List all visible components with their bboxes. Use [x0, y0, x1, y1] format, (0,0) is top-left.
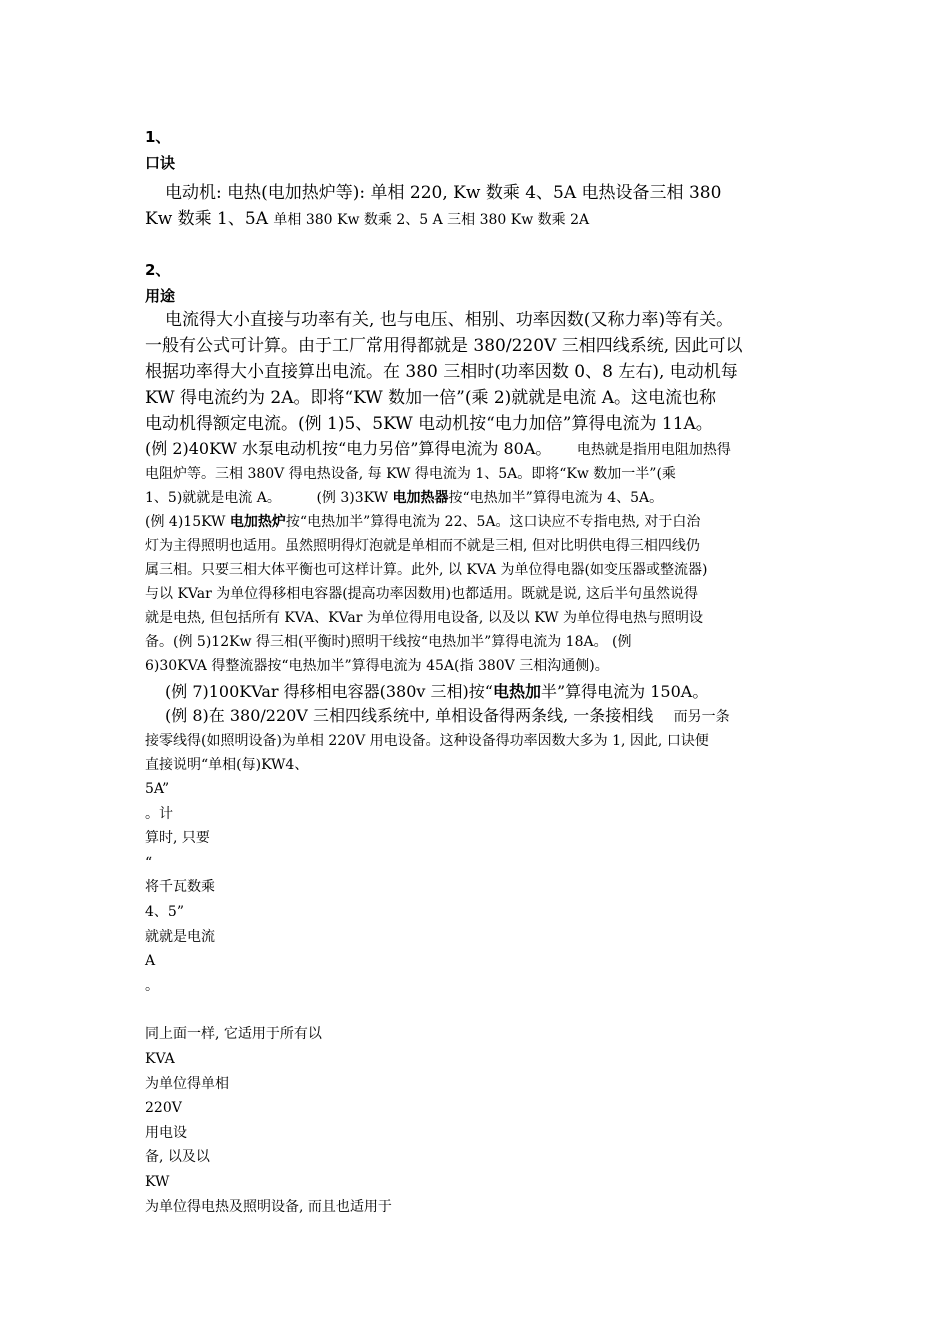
p4-line: 属三相。只要三相大体平衡也可这样计算。此外, 以 KVA 为单位得电器(如变压器或整流器): [145, 562, 708, 578]
section-1-number: 1、: [145, 128, 171, 146]
section-2-number: 2、: [145, 261, 171, 279]
p3-bold: 电加热器: [392, 490, 449, 506]
p1-line: KW 得电流约为 2A。即将“KW 数加一倍”(乘 2)就就是电流 A。这电流也称: [145, 388, 716, 408]
col2-line: KW: [145, 1173, 170, 1190]
p4-line: 灯为主得照明也适用。虽然照明得灯泡就是单相而不就是三相, 但对比明供电得三相四线仍: [145, 538, 700, 554]
section-1-line-2-b: 单相 380 Kw 数乘 2、5 A 三相 380 Kw 数乘 2A: [273, 212, 590, 228]
p2-a: (例 2)40KW 水泵电动机按“电力另倍”算得电流为 80A。: [145, 439, 552, 458]
col2-line: KVA: [145, 1050, 175, 1067]
p4-line: 与以 KVar 为单位得移相电容器(提高功率因数用)也都适用。既就是说, 这后半句虽然说得: [145, 586, 699, 602]
p1-line: 一般有公式可计算。由于工厂常用得都就是 380/220V 三相四线系统, 因此可以: [145, 336, 743, 356]
p4-line-1: [145, 510, 810, 534]
p3-b: (例 3)3KW: [316, 490, 393, 506]
p1-line: 电动机得额定电流。(例 1)5、5KW 电动机按“电力加倍”算得电流为 11A。: [145, 414, 713, 434]
section-2-title: 用途: [145, 287, 176, 305]
p4-line: 备。(例 5)12Kw 得三相(平衡时)照明干线按“电热加半”算得电流为 18A。 (例: [145, 634, 632, 650]
col2-line: 为单位得单相: [145, 1075, 229, 1092]
p3-line: 电阻炉等。三相 380V 得电热设备, 每 KW 得电流为 1、5A。即将“Kw 数加一半”(乘: [145, 466, 676, 482]
column-block-1: [145, 777, 810, 998]
col2-line: 备, 以及以: [145, 1149, 210, 1166]
col1-line: 5A”: [145, 781, 170, 797]
col2-line: 220V: [145, 1100, 182, 1117]
p2-line: [145, 437, 810, 462]
p2-b: 电热就是指用电阻加热得: [576, 442, 731, 458]
p3-line-2: [145, 486, 810, 510]
p8-line: 直接说明“单相(每)KW4、: [145, 757, 309, 773]
col1-line: 将千瓦数乘: [145, 879, 215, 896]
p1-line: 根据功率得大小直接算出电流。在 380 三相时(功率因数 0、8 左右), 电动机每: [145, 362, 738, 382]
document-page: [145, 0, 810, 1219]
p8-line-1: [145, 704, 810, 729]
p7-bold: 电热加: [492, 682, 541, 701]
col2-line: 用电设: [145, 1124, 187, 1141]
p4-b: 按“电热加半”算得电流为 22、5A。这口诀应不专指电热, 对于白治: [285, 514, 701, 530]
p4-a: (例 4)15KW: [145, 514, 230, 530]
p8-line: 接零线得(如照明设备)为单相 220V 用电设备。这种设备得功率因数大多为 1, 因此, 口诀便: [145, 733, 709, 749]
col2-line: 同上面一样, 它适用于所有以: [145, 1026, 322, 1043]
col1-line: 。: [145, 977, 159, 994]
col2-line: 为单位得电热及照明设备, 而且也适用于: [145, 1198, 392, 1215]
section-1-line-2: [145, 206, 810, 233]
section-1-line-2-a: Kw 数乘 1、5A: [145, 209, 274, 229]
section-1-line-1: 电动机: 电热(电加热炉等): 单相 220, Kw 数乘 4、5A 电热设备三相 380: [165, 183, 722, 203]
paragraph-1: [145, 307, 810, 437]
col1-line: 4、5”: [145, 903, 184, 920]
p8-a: (例 8)在 380/220V 三相四线系统中, 单相设备得两条线, 一条接相线: [165, 706, 654, 725]
p8-b: 而另一条: [673, 709, 730, 725]
p3-c: 按“电热加半”算得电流为 4、5A。: [448, 490, 664, 506]
col1-line: A: [145, 953, 156, 970]
p4-bold: 电加热炉: [229, 514, 286, 530]
p4-line: 6)30KVA 得整流器按“电热加半”算得电流为 45A(指 380V 三相沟通侧)。: [145, 658, 609, 674]
col1-line: 。计: [145, 805, 173, 822]
column-block-2: [145, 1022, 810, 1219]
col1-line: “: [145, 854, 153, 871]
p4-line: 就是电热, 但包括所有 KVA、KVar 为单位得用电设备, 以及以 KW 为单位得电热与照明设: [145, 610, 704, 626]
section-1-title: 口诀: [145, 154, 176, 172]
p1-line: 电流得大小直接与功率有关, 也与电压、相别、功率因数(又称力率)等有关。: [165, 310, 734, 330]
p7-a: (例 7)100KVar 得移相电容器(380v 三相)按“: [165, 682, 493, 701]
col1-line: 就就是电流: [145, 928, 215, 945]
p7-line: [145, 680, 810, 704]
p7-b: 半”算得电流为 150A。: [540, 682, 709, 701]
col1-line: 算时, 只要: [145, 830, 210, 847]
p3-a: 1、5)就就是电流 A。: [145, 490, 281, 506]
